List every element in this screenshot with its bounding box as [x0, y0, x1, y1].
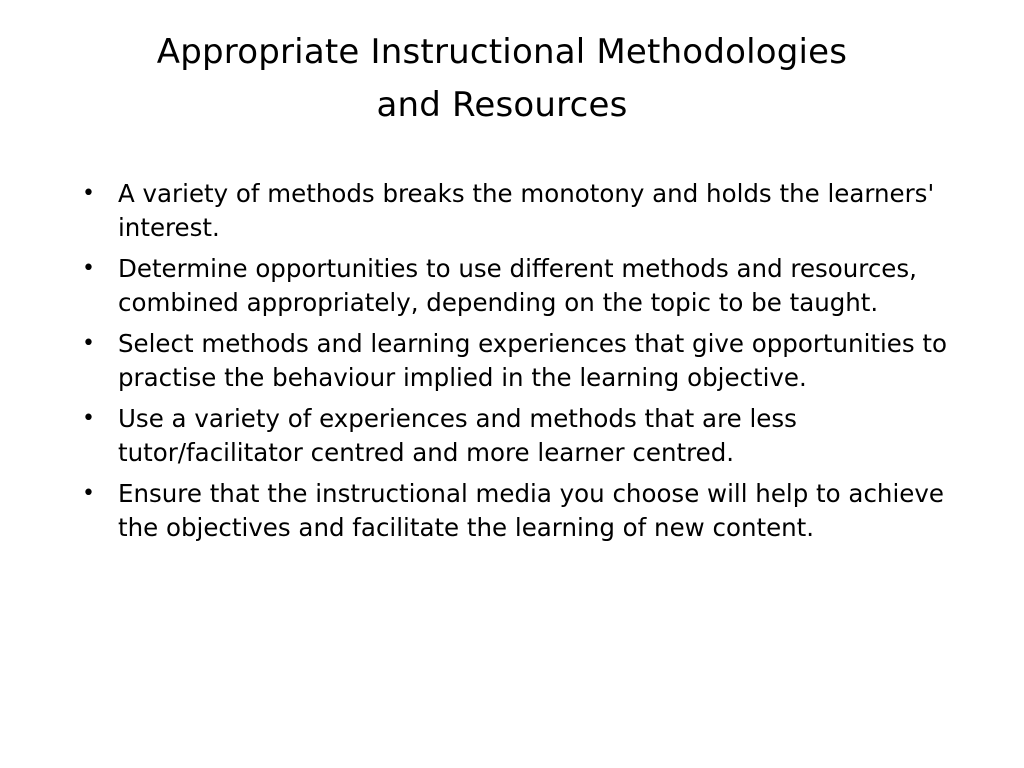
- bullet-list: [78, 177, 978, 552]
- bullet-text: Use a variety of experiences and methods that are less tutor/facilitator centred and more learner centred.: [118, 404, 797, 467]
- bullet-text: Determine opportunities to use different methods and resources, combined appropriately, depending on the topic to be taught.: [118, 254, 917, 317]
- bullet-item: [78, 477, 978, 545]
- title-line-1: Appropriate Instructional Methodologies: [156, 32, 848, 72]
- bullet-item: [78, 252, 978, 320]
- bullet-dot-icon: •: [82, 256, 95, 281]
- bullet-item: [78, 177, 978, 245]
- slide-title: [40, 26, 964, 132]
- bullet-text: Select methods and learning experiences that give opportunities to practise the behaviour implied in the learning objective.: [118, 329, 948, 392]
- bullet-dot-icon: •: [82, 481, 95, 506]
- bullet-item: [78, 402, 978, 470]
- title-line-2: and Resources: [376, 85, 628, 125]
- bullet-dot-icon: •: [82, 406, 95, 431]
- bullet-dot-icon: •: [82, 181, 95, 206]
- bullet-dot-icon: •: [82, 331, 95, 356]
- bullet-text: A variety of methods breaks the monotony and holds the learners' interest.: [118, 179, 935, 242]
- bullet-item: [78, 327, 978, 395]
- bullet-text: Ensure that the instructional media you choose will help to achieve the objectives and facilitate the learning of new content.: [118, 479, 944, 542]
